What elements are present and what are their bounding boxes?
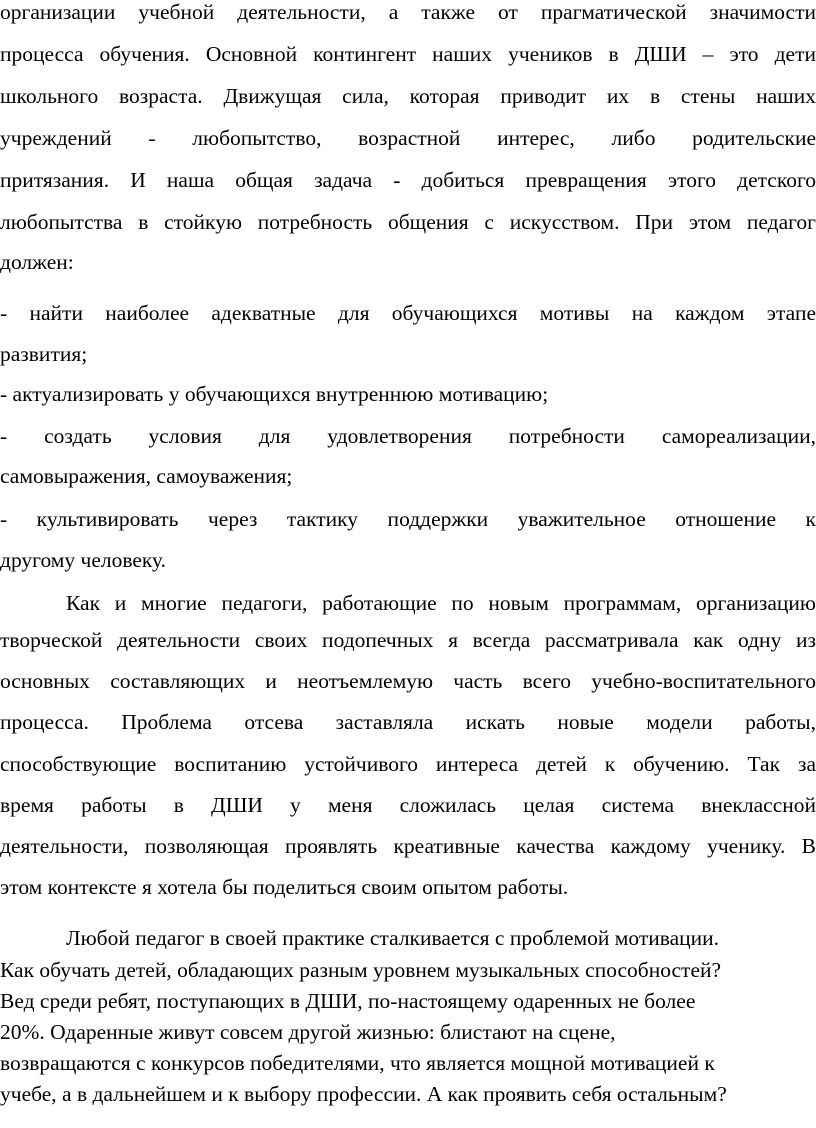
text-line: Любой педагог в своей практике сталкивается с проблемой мотивации.: [66, 926, 720, 950]
text-line: процесса обучения. Основной контингент наших учеников в ДШИ – это дети: [0, 42, 816, 66]
text-line: учреждений - любопытство, возрастной интерес, либо родительские: [0, 126, 816, 150]
list-item: - актуализировать у обучающихся внутреннюю мотивацию;: [0, 382, 549, 406]
list-item: - найти наиболее адекватные для обучающихся мотивы на каждом этапе: [0, 301, 816, 325]
text-line: 20%. Одаренные живут совсем другой жизнью: блистают на сцене,: [0, 1020, 616, 1044]
text-line: притязания. И наша общая задача - добиться превращения этого детского: [0, 168, 816, 192]
text-line: этом контексте я хотела бы поделиться своим опытом работы.: [0, 875, 569, 899]
text-line: учебе, а в дальнейшем и к выбору профессии. А как проявить себя остальным?: [0, 1082, 727, 1106]
list-item: - культивировать через тактику поддержки уважительное отношение к: [0, 507, 816, 531]
text-line: другому человеку.: [0, 548, 167, 572]
text-line: способствующие воспитанию устойчивого интереса детей к обучению. Так за: [0, 752, 816, 776]
text-line: развития;: [0, 342, 88, 366]
text-line: школьного возраста. Движущая сила, которая приводит их в стены наших: [0, 84, 816, 108]
text-line: творческой деятельности своих подопечных я всегда рассматривала как одну из: [0, 628, 816, 652]
text-line: должен:: [0, 250, 74, 274]
text-line: любопытства в стойкую потребность общения с искусством. При этом педагог: [0, 210, 816, 234]
list-item: - создать условия для удовлетворения потребности самореализации,: [0, 424, 816, 448]
text-line: организации учебной деятельности, а также от прагматической значимости: [0, 0, 816, 24]
text-line: основных составляющих и неотъемлемую часть всего учебно-воспитательного: [0, 669, 816, 693]
text-line: деятельности, позволяющая проявлять креативные качества каждому ученику. В: [0, 834, 816, 858]
text-line: возвращаются с конкурсов победителями, что является мощной мотивацией к: [0, 1051, 715, 1075]
text-line: самовыражения, самоуважения;: [0, 464, 293, 488]
text-line: процесса. Проблема отсева заставляла искать новые модели работы,: [0, 710, 816, 734]
text-line: Как обучать детей, обладающих разным уровнем музыкальных способностей?: [0, 958, 722, 982]
text-line: Как и многие педагоги, работающие по новым программам, организацию: [66, 591, 816, 615]
text-line: время работы в ДШИ у меня сложилась целая система внеклассной: [0, 793, 816, 817]
text-line: Вед среди ребят, поступающих в ДШИ, по-настоящему одаренных не более: [0, 989, 696, 1013]
